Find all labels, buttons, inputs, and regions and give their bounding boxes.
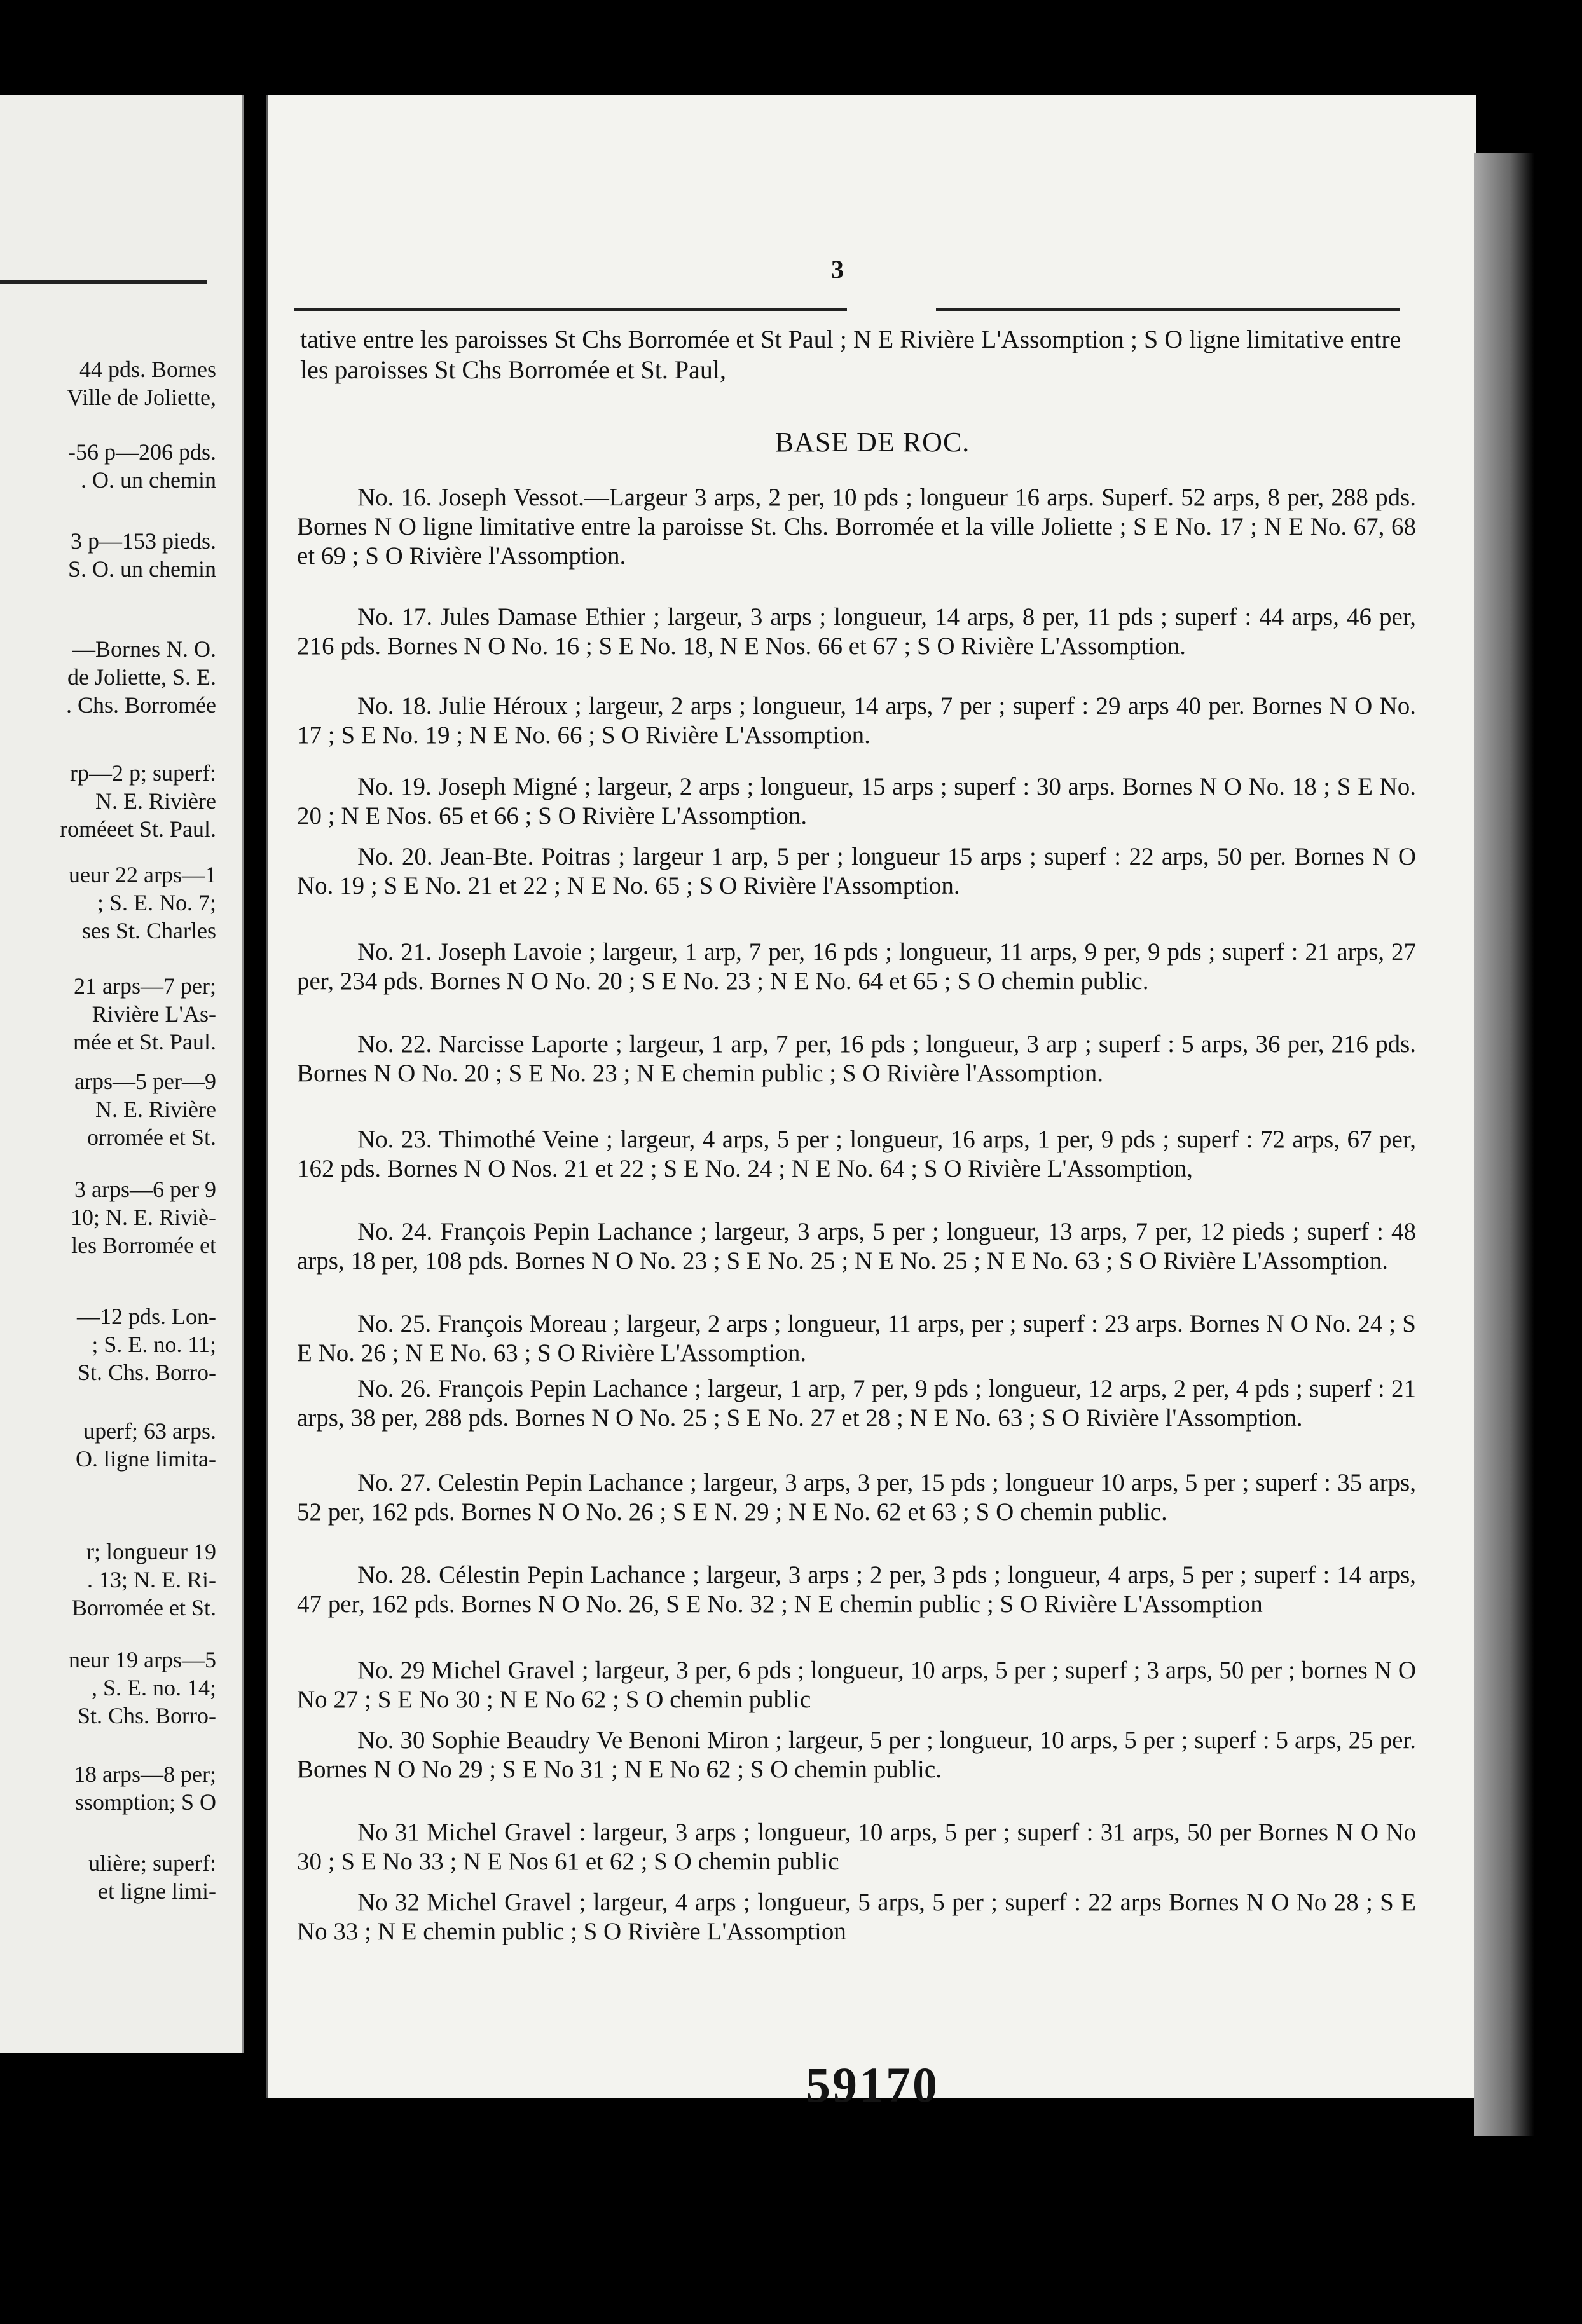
- left-page-line: rp—2 p; superf:: [70, 760, 216, 786]
- left-page-line: ses St. Charles: [82, 918, 216, 943]
- lot-entry-23: No. 23. Thimothé Veine ; largeur, 4 arps, 5 per ; longueur, 16 arps, 1 per, 9 pds ; superf : 72 arps, 67 per, 162 pds. Bornes N O Nos. 21 et 22 ; S E No. 24 ; N E No. 64 ; S O Rivière L'Assomption,: [297, 1126, 1416, 1182]
- left-page-line: . Chs. Borromée: [66, 692, 216, 718]
- left-page-line: Ville de Joliette,: [67, 385, 216, 410]
- left-page-line: —12 pds. Lon-: [77, 1304, 216, 1329]
- lot-entry-26: No. 26. François Pepin Lachance ; largeur, 1 arp, 7 per, 9 pds ; longueur, 12 arps, 2 per, 4 pds ; superf : 21 arps, 38 per, 288 pds. Bornes N O No. 25 ; S E No. 27 et 28 ; N E No. 63 ; S O Rivière l'Assomption.: [297, 1375, 1416, 1432]
- left-page-line: . O. un chemin: [81, 467, 216, 493]
- left-page-line: 3 arps—6 per 9: [74, 1177, 216, 1202]
- lot-entry-17: No. 17. Jules Damase Ethier ; largeur, 3 arps ; longueur, 14 arps, 8 per, 11 pds ; superf : 44 arps, 46 per, 216 pds. Bornes N O No. 16 ; S E No. 18, N E Nos. 66 et 67 ; S O Rivière L'Assomption.: [297, 603, 1416, 660]
- left-page-line: 10; N. E. Riviè-: [71, 1205, 216, 1230]
- left-page-line: . 13; N. E. Ri-: [87, 1567, 216, 1592]
- left-page-line: -56 p—206 pds.: [68, 439, 216, 465]
- left-page-line: , S. E. no. 14;: [91, 1675, 216, 1700]
- lot-entry-31: No 31 Michel Gravel : largeur, 3 arps ; longueur, 10 arps, 5 per ; superf : 31 arps, 50 per Bornes N O No 30 ; S E No 33 ; N E Nos 61 et 62 ; S O chemin public: [297, 1819, 1416, 1875]
- left-page-line: ; S. E. No. 7;: [97, 890, 216, 915]
- left-page-line: S. O. un chemin: [68, 556, 216, 582]
- page-number: 3: [831, 255, 844, 284]
- left-page-line: —Bornes N. O.: [72, 636, 216, 662]
- lot-entry-30: No. 30 Sophie Beaudry Ve Benoni Miron ; largeur, 5 per ; longueur, 10 arps, 5 per ; superf : 5 arps, 25 per. Bornes N O No 29 ; S E No 31 ; N E No 62 ; S O chemin public.: [297, 1726, 1416, 1783]
- lot-entry-22: No. 22. Narcisse Laporte ; largeur, 1 arp, 7 per, 16 pds ; longueur, 3 arp ; superf : 5 arps, 36 per, 216 pds. Bornes N O No. 20 ; S E No. 23 ; N E chemin public ; S O Rivière l'Assomption.: [297, 1030, 1416, 1087]
- left-page-line: neur 19 arps—5: [69, 1647, 216, 1672]
- lot-entry-21: No. 21. Joseph Lavoie ; largeur, 1 arp, 7 per, 16 pds ; longueur, 11 arps, 9 per, 9 pds ; superf : 21 arps, 27 per, 234 pds. Bornes N O No. 20 ; S E No. 23 ; N E No. 64 et 65 ; S O chemin public.: [297, 938, 1416, 995]
- footer-number: 59170: [806, 2057, 939, 2112]
- right-page: [266, 95, 1476, 2112]
- left-page-line: mée et St. Paul.: [73, 1029, 216, 1055]
- left-page-line: 18 arps—8 per;: [74, 1761, 216, 1787]
- header-rule-left: [294, 308, 847, 311]
- left-page-line: roméeet St. Paul.: [60, 816, 216, 842]
- continuation-text: tative entre les paroisses St Chs Borromée et St Paul ; N E Rivière L'Assomption ; S O ligne limitative entre les paroisses St Chs Borromée et St. Paul,: [300, 325, 1401, 384]
- left-page-line: les Borromée et: [71, 1233, 216, 1258]
- left-page-line: Rivière L'As-: [92, 1001, 216, 1027]
- left-page-fragment: [0, 95, 244, 2053]
- header-rule-right: [936, 308, 1400, 311]
- left-page-line: 3 p—153 pieds.: [71, 528, 216, 554]
- lot-entry-18: No. 18. Julie Héroux ; largeur, 2 arps ; longueur, 14 arps, 7 per ; superf : 29 arps 40 per. Bornes N O No. 17 ; S E No. 19 ; N E No. 66 ; S O Rivière L'Assomption.: [297, 692, 1416, 749]
- left-page-line: et ligne limi-: [98, 1878, 216, 1904]
- left-page-line: ueur 22 arps—1: [69, 862, 216, 887]
- lot-entry-19: No. 19. Joseph Migné ; largeur, 2 arps ; longueur, 15 arps ; superf : 30 arps. Bornes N O No. 18 ; S E No. 20 ; N E Nos. 65 et 66 ; S O Rivière L'Assomption.: [297, 773, 1416, 830]
- lot-entry-28: No. 28. Célestin Pepin Lachance ; largeur, 3 arps ; 2 per, 3 pds ; longueur, 4 arps, 5 per ; superf : 14 arps, 47 per, 162 pds. Bornes N O No. 26, S E No. 32 ; N E chemin public ; S O Rivière L'Assomption: [297, 1561, 1416, 1618]
- section-heading: BASE DE ROC.: [774, 427, 970, 458]
- left-page-line: de Joliette, S. E.: [67, 664, 216, 690]
- left-page-line: orromée et St.: [87, 1124, 216, 1150]
- left-page-line: ssomption; S O: [74, 1789, 216, 1815]
- page-edge-shadow: [1474, 153, 1534, 2136]
- left-page-line: 21 arps—7 per;: [74, 973, 216, 999]
- left-page-line: St. Chs. Borro-: [77, 1360, 216, 1385]
- left-page-line: St. Chs. Borro-: [77, 1703, 216, 1728]
- left-page-line: 44 pds. Bornes: [79, 357, 216, 382]
- lot-entry-29: No. 29 Michel Gravel ; largeur, 3 per, 6 pds ; longueur, 10 arps, 5 per ; superf ; 3 arps, 50 per ; bornes N O No 27 ; S E No 30 ; N E No 62 ; S O chemin public: [297, 1657, 1416, 1713]
- lot-entry-20: No. 20. Jean-Bte. Poitras ; largeur 1 arp, 5 per ; longueur 15 arps ; superf : 22 arps, 50 per. Bornes N O No. 19 ; S E No. 21 et 22 ; N E No. 65 ; S O Rivière l'Assomption.: [297, 843, 1416, 899]
- lot-entry-24: No. 24. François Pepin Lachance ; largeur, 3 arps, 5 per ; longueur, 13 arps, 7 per, 12 pieds ; superf : 48 arps, 18 per, 108 pds. Bornes N O No. 23 ; S E No. 25 ; N E No. 25 ; N E No. 63 ; S O Rivière L'Assomption.: [297, 1218, 1416, 1275]
- left-page-line: ; S. E. no. 11;: [92, 1332, 216, 1357]
- left-page-line: N. E. Rivière: [95, 788, 216, 814]
- left-page-line: ulière; superf:: [88, 1850, 216, 1876]
- left-page-line: Borromée et St.: [72, 1595, 216, 1620]
- lot-entry-32: No 32 Michel Gravel ; largeur, 4 arps ; longueur, 5 arps, 5 per ; superf : 22 arps Bornes N O No 28 ; S E No 33 ; N E chemin public ; S O Rivière L'Assomption: [297, 1889, 1416, 1945]
- lot-entry-27: No. 27. Celestin Pepin Lachance ; largeur, 3 arps, 3 per, 15 pds ; longueur 10 arps, 5 per ; superf : 35 arps, 52 per, 162 pds. Bornes N O No. 26 ; S E N. 29 ; N E No. 62 et 63 ; S O chemin public.: [297, 1469, 1416, 1526]
- lot-entry-16: No. 16. Joseph Vessot.—Largeur 3 arps, 2 per, 10 pds ; longueur 16 arps. Superf. 52 arps, 8 per, 288 pds. Bornes N O ligne limitative entre la paroisse St. Chs. Borromée et la ville Joliette ; S E No. 17 ; N E No. 67, 68 et 69 ; S O Rivière l'Assomption.: [297, 484, 1416, 570]
- lot-entry-25: No. 25. François Moreau ; largeur, 2 arps ; longueur, 11 arps, per ; superf : 23 arps. Bornes N O No. 24 ; S E No. 26 ; N E No. 63 ; S O Rivière L'Assomption.: [297, 1310, 1416, 1367]
- left-page-line: arps—5 per—9: [74, 1069, 216, 1094]
- left-page-line: N. E. Rivière: [95, 1097, 216, 1122]
- left-page-line: O. ligne limita-: [76, 1446, 216, 1472]
- left-page-rule: [0, 280, 207, 284]
- left-page-line: r; longueur 19: [86, 1539, 216, 1564]
- left-page-line: uperf; 63 arps.: [83, 1418, 216, 1444]
